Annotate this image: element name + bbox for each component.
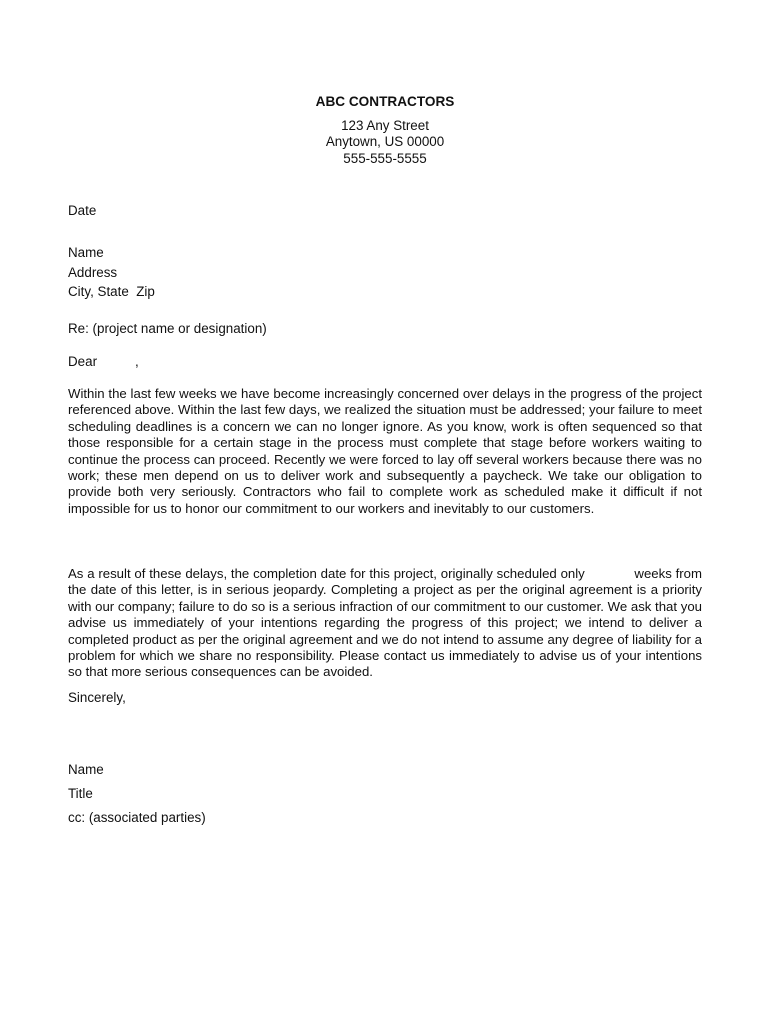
recipient-name: Name: [68, 245, 104, 260]
company-name: ABC CONTRACTORS: [315, 94, 455, 109]
paragraph-2-rest: weeks from the date of this letter, is in serious jeopardy. Completing a project as per the original agreement is a priority with our company; failure to do so is a serious infraction of our commitment to our customer. We ask that you advise us immediately of your intentions regarding the progress of this project; we intend to deliver a completed product as per the original agreement and we do not intend to assume any degree of liability for a problem for which we share no responsibility. Please contact us immediately to advise us of your intentions so that more serious consequences can be avoided.: [68, 566, 702, 680]
closing: Sincerely,: [68, 690, 126, 705]
body-paragraph-2: [68, 566, 702, 681]
signature-name: Name: [68, 762, 104, 777]
paragraph-2-lead: As a result of these delays, the completion date for this project, originally scheduled only: [68, 566, 585, 581]
re-line: Re: (project name or designation): [68, 321, 267, 336]
cc-line: cc: (associated parties): [68, 810, 206, 825]
body-paragraph-1: Within the last few weeks we have become increasingly concerned over delays in the progress of the project referenced above. Within the last few days, we realized the situation must be addressed; your failure to meet scheduling deadlines is a concern we can no longer ignore. As you know, work is often sequenced so that those responsible for a certain stage in the process must complete that stage before workers waiting to continue the process can proceed. Recently we were forced to lay off several workers because there was no work; these men depend on us to deliver work and subsequently a paycheck. We take our obligation to provide both very seriously. Contractors who fail to complete work as scheduled make it difficult if not impossible for us to honor our commitment to our workers and inevitably to our customers.: [68, 386, 702, 516]
salutation: [68, 354, 139, 370]
salutation-greeting: Dear: [68, 354, 98, 369]
recipient-city-state-zip: City, State Zip: [68, 284, 155, 299]
company-street: 123 Any Street: [341, 118, 429, 133]
salutation-comma: ,: [135, 354, 139, 369]
recipient-address: Address: [68, 265, 118, 280]
company-phone: 555-555-5555: [343, 151, 427, 166]
date-placeholder: Date: [68, 203, 97, 218]
signature-title: Title: [68, 786, 93, 801]
company-city: Anytown, US 00000: [325, 134, 445, 149]
